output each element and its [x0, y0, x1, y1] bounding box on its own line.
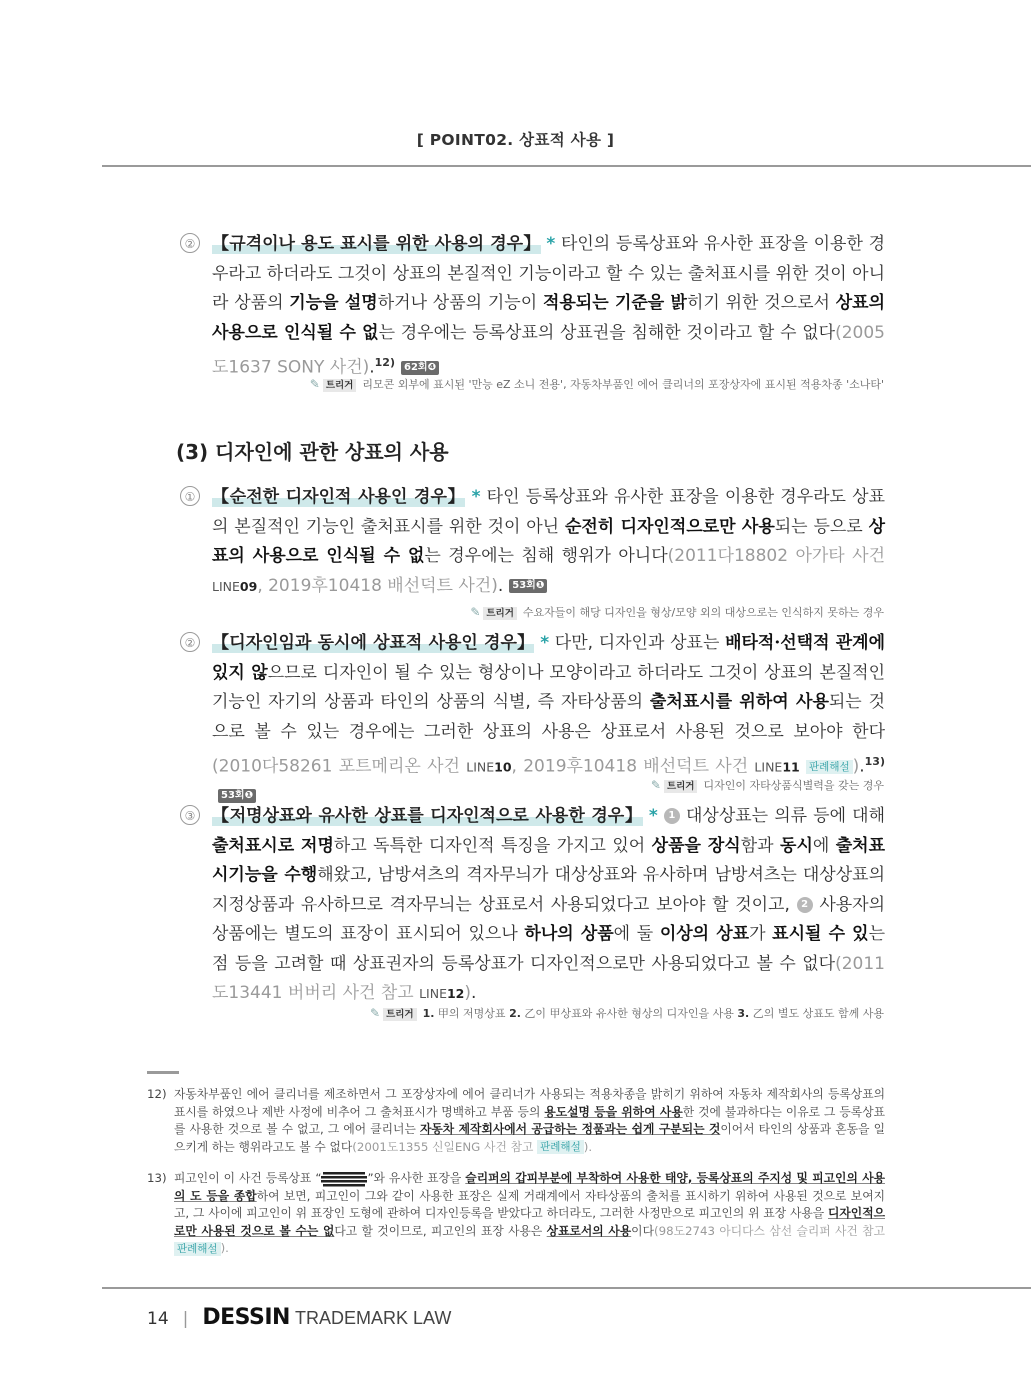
bold-text: 기능을 설명 [289, 293, 378, 313]
bold-text: 하나의 상품 [524, 924, 614, 944]
period: . [859, 756, 865, 777]
bold-text: 상표의 사용으로 인식될 수 없 [212, 293, 886, 343]
line-ref: LINE09 [212, 578, 258, 594]
star-mark: * [471, 487, 481, 507]
body-text: 되는 등으로 [774, 516, 869, 537]
footnote-number: 12) [147, 1087, 167, 1101]
footnote-ref[interactable]: 13) [864, 755, 885, 768]
body-text: 타인 등록상표와 유사한 표장을 이용한 경우라도 상표의 본질적인 기능인 출처표시를 위한 것이 아닌 [212, 487, 885, 537]
item-heading: 【저명상표와 유사한 상표를 디자인적으로 사용한 경우】 [212, 806, 643, 826]
case-reference: (2010다58261 포트메리온 사건 [212, 756, 467, 777]
trigger-number: 3. [737, 1007, 750, 1020]
pencil-icon: ✎ [370, 1006, 381, 1020]
footnote-body [174, 1086, 885, 1156]
trigger-label: 트리거 [483, 607, 517, 620]
trigger-number: 2. [509, 1007, 521, 1020]
footnote-number: 13) [147, 1171, 167, 1185]
case-reference: , 2019후10418 배선덕트 사건 [511, 756, 755, 777]
bold-text: 출처표시를 위하여 사용 [649, 692, 829, 712]
body-text: 해왔고, 남방셔츠의 격자무늬가 대상상표와 유사하며 남방셔츠는 대상상표의 지정상품과 유사하므로 격자무늬는 상표로서 사용되었다고 보아야 할 것이고, [212, 865, 885, 915]
item-number: ③ [180, 805, 200, 825]
item-body [212, 802, 885, 1009]
period: . [497, 575, 504, 596]
body-text: 는 점 등을 고려할 때 상표권자의 등록상표가 디자인적으로만 사용되었다고 볼 수 없다 [212, 924, 886, 974]
pencil-icon: ✎ [309, 377, 320, 391]
trigger-note [370, 1005, 884, 1021]
body-text: 사용자의 상품에는 별도의 표장이 표시되어 있으나 [212, 894, 886, 944]
case-reference: ) [464, 983, 472, 1003]
line-ref: LINE11 [754, 759, 800, 775]
line-ref: LINE10 [466, 759, 512, 775]
body-text: 함과 [740, 835, 781, 856]
trigger-text: 수요자들이 해당 디자인을 형상/모양 외의 대상으로는 인식하지 못하는 경우 [522, 606, 884, 619]
footnote-13 [147, 1170, 885, 1258]
item-heading: 【규격이나 용도 표시를 위한 사용의 경우】 [212, 234, 541, 254]
item-body [212, 230, 885, 383]
item-heading: 【디자인임과 동시에 상표적 사용인 경우】 [212, 633, 535, 653]
footnote-text: 피고인이 이 사건 등록상표 “ [174, 1171, 322, 1185]
case-commentary-tag[interactable]: 판례해설 [174, 1242, 221, 1256]
item-heading: 【순전한 디자인적 사용인 경우】 [212, 487, 466, 507]
case-reference: (2011도13441 버버리 사건 참고 [212, 953, 885, 1003]
trigger-note [470, 604, 884, 620]
item-spec-usage [180, 230, 885, 383]
footnote-text: 하여 보면, 피고인이 그와 같이 사용한 표장은 실제 거래계에서 자타상품의 출처를 표시하기 위하여 사용된 것으로 보여지고, 그 사이에 피고인이 위 표장인 도형에 관하여 디자인등록을 받았다고 하더라도, 그러한 사정만으로 피고인의 위 표장 사용을 [174, 1188, 885, 1220]
bold-text: 순전히 디자인적으로만 사용 [564, 516, 775, 537]
item-number: ① [180, 486, 200, 506]
trigger-label: 트리거 [383, 1008, 417, 1021]
body-text: 는 경우에는 등록상표의 상표권을 침해한 것이라고 할 수 없다 [378, 322, 836, 343]
bold-text: 상표의 사용으로 인식될 수 없 [212, 516, 885, 566]
item-body [212, 483, 885, 601]
body-text: 되는 것으로 볼 수 있는 경우에는 그러한 상표의 사용은 상표로서 사용된 것으로 보아야 한다 [212, 692, 885, 742]
trigger-label: 트리거 [323, 379, 357, 392]
footnote-ref[interactable]: 12) [374, 356, 395, 369]
footnote-text: 자동차부품인 에어 클리너를 제조하면서 그 포장상자에 에어 클리너가 사용되는 적용차종을 밝히기 위하여 자동차 제작회사의 등록상표의 표시를 하였으나 제반 사정에 비추어 그 출처표시가 명백하고 부품 등의 [174, 1087, 885, 1119]
case-commentary-tag[interactable]: 판례해설 [537, 1140, 584, 1154]
case-commentary-tag[interactable]: 판례해설 [806, 760, 853, 774]
three-stripe-logo-icon [321, 1171, 367, 1187]
case-reference: ). [220, 1241, 229, 1255]
footnote-body [174, 1170, 885, 1258]
case-reference: (2001도1355 신일ENG 사건 참고 [352, 1139, 538, 1154]
period: . [369, 357, 375, 378]
trigger-text: 乙의 별도 상표도 함께 사용 [749, 1007, 884, 1020]
case-reference: ) [852, 756, 860, 777]
underlined-text: 용도설명 등을 위하여 사용 [544, 1104, 683, 1119]
bold-text: 출처표시기능을 수행 [212, 835, 886, 885]
trigger-label: 트리거 [664, 780, 698, 793]
bold-text: 표시될 수 있 [772, 924, 869, 944]
pencil-icon: ✎ [650, 778, 661, 792]
trigger-text: 乙이 甲상표와 유사한 형상의 디자인을 사용 [520, 1007, 738, 1020]
page-number: 14 [147, 1309, 169, 1329]
underlined-text: 슬리퍼의 갑피부분에 부착하여 사용한 태양, 등록상표의 주지성 및 피고인의 사용의 도 등을 종합 [174, 1171, 885, 1203]
star-mark: * [648, 806, 658, 826]
case-reference: (2005도1637 SONY 사건) [212, 322, 885, 378]
bold-text: 동시 [780, 835, 813, 856]
bold-text: 출처표시로 저명 [212, 835, 334, 856]
case-reference: (98도2743 아디다스 삼선 슬리퍼 사건 참고 [653, 1223, 885, 1238]
item-number: ② [180, 632, 200, 652]
body-text: 대상상표는 의류 등에 대해 [679, 806, 885, 826]
item-famous-mark [180, 802, 885, 1009]
body-text: 타인의 등록상표와 유사한 표장을 이용한 경우라고 하더라도 그것이 상표의 본질적인 기능이라고 할 수 있는 출처표시를 위한 것이 아니라 상품의 [212, 234, 885, 313]
item-number: ② [180, 233, 200, 253]
trigger-number: 1. [422, 1007, 435, 1020]
item-pure-design [180, 483, 885, 601]
body-text: 으므로 디자인이 될 수 있는 형상이나 모양이라고 하더라도 그것이 상표의 본질적인 기능인 자기의 상품과 타인의 상품의 식별, 즉 자타상품의 [212, 662, 886, 712]
footnote-text: ”와 유사한 표장을 [367, 1171, 466, 1185]
period: . [471, 983, 477, 1003]
body-text: 에 [812, 835, 836, 856]
running-header: [ POINT02. 상표적 사용 ] [416, 131, 615, 149]
circled-number: 2 [797, 897, 813, 913]
footnote-text: 다고 할 것이므로, 피고인의 표장 사용은 [334, 1223, 547, 1238]
body-text: 는 경우에는 침해 행위가 아니다 [424, 546, 668, 566]
footnote-text: 한 것에 불과하다는 이유로 그 등록상표를 사용한 것으로 볼 수 없고, 그 에어 클리너는 [174, 1104, 885, 1136]
body-text: 히기 위한 것으로서 [686, 293, 836, 313]
star-mark: * [546, 234, 556, 254]
exam-badge: 53회❶ [218, 789, 256, 803]
star-mark: * [540, 633, 550, 653]
brand-logo: DESSIN [202, 1305, 290, 1330]
footer-divider [102, 1287, 1031, 1289]
body-text: 하거나 상품의 기능이 [377, 293, 543, 313]
line-ref: LINE12 [419, 986, 465, 1001]
circled-number: 1 [664, 808, 680, 824]
exam-badge: 62회❹ [401, 361, 439, 375]
trigger-text: 디자인이 자타상품식별력을 갖는 경우 [703, 779, 884, 792]
header-divider [102, 165, 1031, 167]
footnote-divider [147, 1071, 179, 1074]
exam-badge: 53회❶ [509, 579, 547, 593]
case-reference: ). [583, 1139, 593, 1154]
bold-text: 적용되는 기준을 밝 [542, 293, 687, 313]
underlined-text: 자동차 제작회사에서 공급하는 정품과는 쉽게 구분되는 것 [419, 1122, 721, 1136]
body-text: 하고 독특한 디자인적 특징을 가지고 있어 [333, 835, 652, 856]
bold-text: 배타적·선택적 관계에 있지 않 [212, 633, 886, 683]
footer-separator: | [182, 1309, 189, 1329]
pencil-icon: ✎ [470, 605, 481, 619]
body-text: 다만, 디자인과 상표는 [549, 633, 726, 653]
body-text: 에 둘 [613, 924, 660, 944]
bold-text: 상품을 장식 [651, 835, 741, 856]
footnote-text: 이다 [631, 1223, 654, 1238]
trigger-text: 리모콘 외부에 표시된 '만능 eZ 소니 전용', 자동차부품인 에어 클리너의 포장상자에 표시된 적용차종 '소나타' [362, 378, 884, 391]
underlined-text: 상표로서의 사용 [546, 1223, 632, 1238]
trigger-note [651, 777, 884, 793]
underlined-text: 디자인적으로만 사용된 것으로 볼 수는 없 [174, 1206, 885, 1238]
case-reference: (2011다18802 아가타 사건 [667, 546, 885, 566]
bold-text: 이상의 상표 [659, 924, 750, 944]
footnote-text: 이어서 타인의 상품과 혼동을 일으키게 하는 행위라고도 볼 수 없다 [174, 1122, 885, 1154]
section-title: (3) 디자인에 관한 상표의 사용 [176, 440, 449, 464]
book-subtitle: TRADEMARK LAW [294, 1308, 452, 1328]
page-footer [147, 1305, 451, 1330]
body-text: 가 [749, 924, 773, 944]
footnote-12 [147, 1086, 885, 1156]
trigger-text: 甲의 저명상표 [434, 1007, 510, 1020]
trigger-note [310, 376, 884, 392]
case-reference: , 2019후10418 배선덕트 사건) [257, 575, 498, 596]
